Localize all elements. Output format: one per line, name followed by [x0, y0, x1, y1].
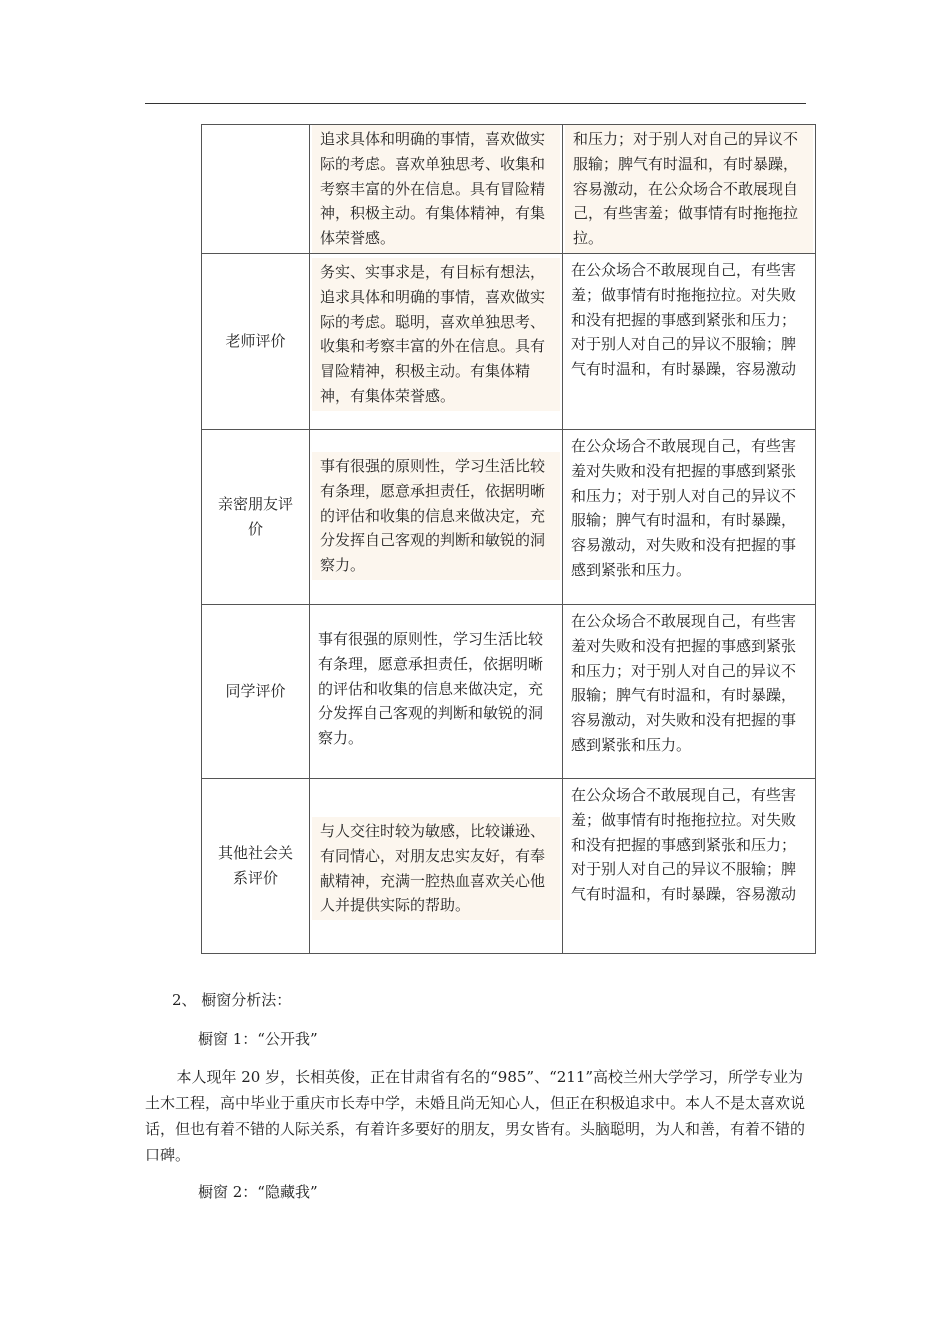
- strength-text: 务实、实事求是，有目标有想法，追求具体和明确的事情，喜欢做实际的考虑。聪明，喜欢单独思考、收集和考察丰富的外在信息。具有冒险精神，积极主动。有集体精神，有集体荣誉感。: [312, 258, 560, 411]
- table-row: [202, 604, 816, 778]
- header-rule: [145, 103, 806, 104]
- window1-title: 橱窗 1：“公开我”: [198, 1030, 318, 1048]
- strength-cell: [310, 429, 563, 604]
- weakness-cell: [563, 604, 816, 778]
- weakness-text: 在公众场合不敢展现自己，有些害羞；做事情有时拖拖拉拉。对失败和没有把握的事感到紧张和压力；对于别人对自己的异议不服输；脾气有时温和，有时暴躁，容易激动: [571, 260, 797, 379]
- row-label: [202, 125, 310, 254]
- strength-text: 追求具体和明确的事情，喜欢做实际的考虑。喜欢单独思考、收集和考察丰富的外在信息。具有冒险精神，积极主动。有集体精神，有集体荣誉感。: [312, 125, 560, 253]
- weakness-cell: [563, 253, 816, 429]
- row-label: 亲密朋友评价: [202, 429, 310, 604]
- strength-text: 与人交往时较为敏感，比较谦逊、有同情心，对朋友忠实友好，有奉献精神，充满一腔热血喜欢关心他人并提供实际的帮助。: [312, 817, 560, 920]
- evaluation-table: [201, 124, 816, 954]
- weakness-cell: [563, 778, 816, 953]
- weakness-text: 在公众场合不敢展现自己，有些害羞；做事情有时拖拖拉拉。对失败和没有把握的事感到紧张和压力；对于别人对自己的异议不服输；脾气有时温和，有时暴躁，容易激动: [571, 785, 797, 904]
- strength-cell: [310, 778, 563, 953]
- table-row: [202, 125, 816, 254]
- weakness-cell: [563, 429, 816, 604]
- strength-cell: [310, 253, 563, 429]
- weakness-cell: [563, 125, 816, 254]
- table-row: [202, 429, 816, 604]
- window2-title: 橱窗 2：“隐藏我”: [198, 1183, 318, 1201]
- strength-cell: [310, 604, 563, 778]
- strength-text: 事有很强的原则性，学习生活比较有条理，愿意承担责任，依据明晰的评估和收集的信息来做决定，充分发挥自己客观的判断和敏锐的洞察力。: [318, 629, 544, 748]
- weakness-text: 在公众场合不敢展现自己，有些害羞对失败和没有把握的事感到紧张和压力；对于别人对自己的异议不服输；脾气有时温和，有时暴躁，容易激动，对失败和没有把握的事感到紧张和压力。: [571, 611, 797, 754]
- weakness-text: 在公众场合不敢展现自己，有些害羞对失败和没有把握的事感到紧张和压力；对于别人对自己的异议不服输；脾气有时温和，有时暴躁，容易激动，对失败和没有把握的事感到紧张和压力。: [571, 436, 797, 579]
- strength-cell: [310, 125, 563, 254]
- section-heading: 2、 橱窗分析法：: [172, 991, 292, 1009]
- row-label: 其他社会关系评价: [202, 778, 310, 953]
- window1-body: 本人现年 20 岁，长相英俊，正在甘肃省有名的“985”、“211”高校兰州大学学习，所学专业为土木工程，高中毕业于重庆市长寿中学，未婚且尚无知心人，但正在积极追求中。本人不是太喜欢说话，但也有着不错的人际关系，有着许多要好的朋友，男女皆有。头脑聪明，为人和善，有着不错的口碑。: [145, 1068, 806, 1164]
- table-row: [202, 253, 816, 429]
- table-row: [202, 778, 816, 953]
- strength-text: 事有很强的原则性，学习生活比较有条理，愿意承担责任，依据明晰的评估和收集的信息来做决定，充分发挥自己客观的判断和敏锐的洞察力。: [312, 452, 560, 580]
- row-label: 同学评价: [202, 604, 310, 778]
- weakness-text: 和压力；对于别人对自己的异议不服输；脾气有时温和，有时暴躁，容易激动，在公众场合不敢展现自己，有些害羞；做事情有时拖拖拉拉。: [565, 125, 813, 253]
- row-label: 老师评价: [202, 253, 310, 429]
